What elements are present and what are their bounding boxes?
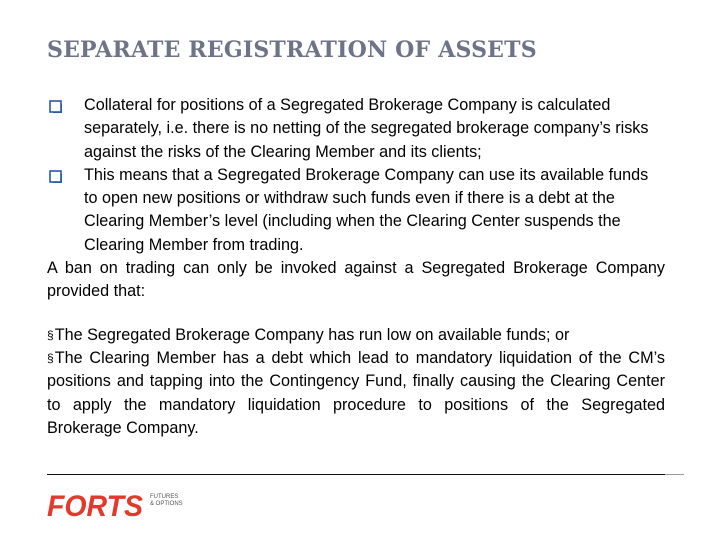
condition-item-1	[47, 324, 665, 347]
footer-divider-tail	[665, 474, 684, 475]
bullet-item-2	[47, 164, 665, 257]
condition-text: The Clearing Member has a debt which lead to mandatory liquidation of the CM’s positions and tapping into the Contingency Fund, finally causing the Clearing Center to apply the mandatory liquidation procedure to positions of the Segregated Brokerage Company.	[47, 348, 665, 437]
logo-tagline-line1: FUTURES	[150, 494, 179, 500]
logo-tagline-line2: & OPTIONS	[150, 501, 183, 507]
forts-logo	[47, 487, 197, 521]
slide-title: SEPARATE REGISTRATION OF ASSETS	[47, 37, 537, 63]
bullet-item-1	[47, 94, 665, 164]
condition-item-2	[47, 347, 665, 440]
slide-body	[47, 94, 665, 440]
bullet-text: This means that a Segregated Brokerage Company can use its available funds to open new positions or withdraw such funds even if there is a debt at the Clearing Member’s level (including when the Clearing Center suspends the Clearing Member from trading.	[84, 165, 649, 254]
spacer	[47, 304, 665, 324]
footer-divider	[47, 474, 665, 475]
conditions-intro-paragraph: A ban on trading can only be invoked against a Segregated Brokerage Company provided that:	[47, 259, 665, 301]
logo-brand: FORTS	[47, 490, 143, 521]
section-marker: §	[47, 327, 54, 342]
checkbox-square-icon	[49, 170, 62, 183]
checkbox-square-icon	[49, 100, 62, 113]
section-marker: §	[47, 350, 54, 365]
condition-text: The Segregated Brokerage Company has run low on available funds; or	[54, 325, 570, 344]
bullet-text: Collateral for positions of a Segregated Brokerage Company is calculated separately, i.e. there is no netting of the segregated brokerage company’s risks against the risks of the Clearing Member and its clients;	[84, 96, 649, 161]
